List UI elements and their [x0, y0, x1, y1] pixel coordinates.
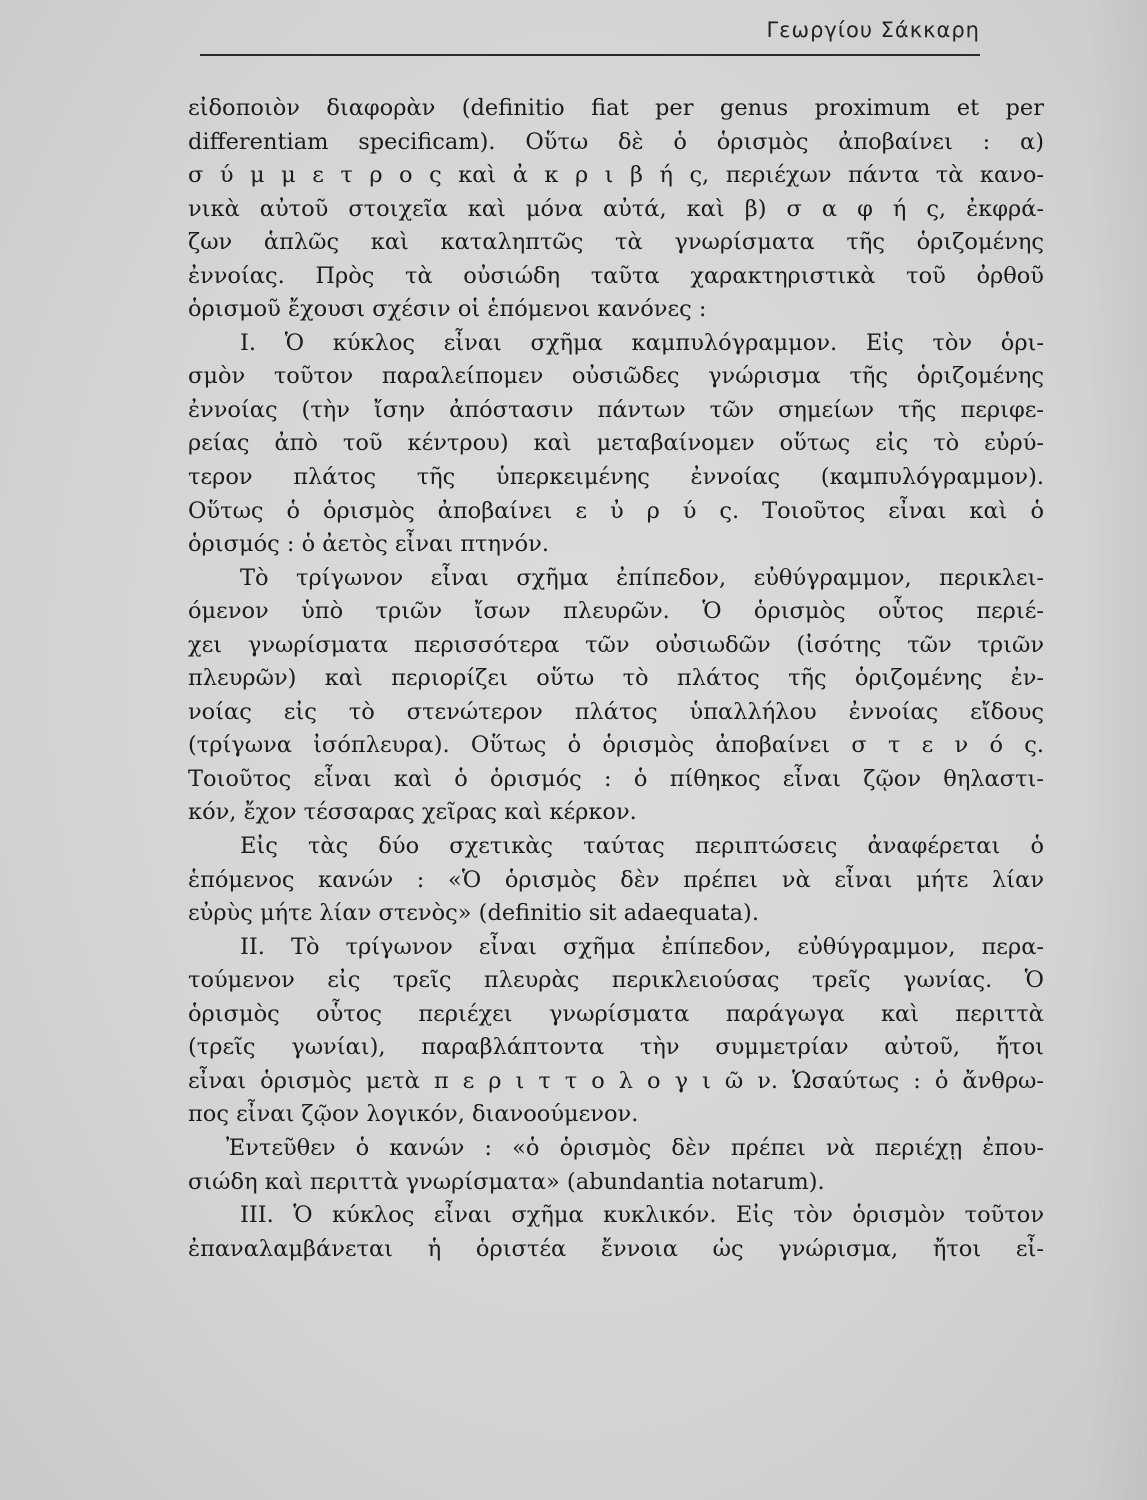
text-line: σμὸν τοῦτον παραλείπομεν οὐσιῶδες γνώρισμα τῆς ὁριζομένης	[188, 363, 1044, 390]
text-line: I. Ὁ κύκλος εἶναι σχῆμα καμπυλόγραμμον. Εἰς τὸν ὁρι-	[240, 329, 1044, 356]
text-line: εὐρὺς μήτε λίαν στενὸς» (definitio sit adaequata).	[188, 900, 759, 927]
text-line: (τρίγωνα ἰσόπλευρα). Οὕτως ὁ ὁρισμὸς ἀποβαίνει σ τ ε ν ό ς.	[188, 732, 1044, 759]
text-line: ζων ἁπλῶς καὶ καταληπτῶς τὰ γνωρίσματα τῆς ὁριζομένης	[188, 229, 1044, 256]
running-head	[200, 18, 980, 58]
text-line: (τρεῖς γωνίαι), παραβλάπτοντα τὴν συμμετρίαν αὐτοῦ, ἤτοι	[188, 1034, 1044, 1061]
page-edge-shadow	[1087, 0, 1147, 1500]
text-line: νικὰ αὐτοῦ στοιχεῖα καὶ μόνα αὐτά, καὶ β) σ α φ ή ς, ἐκφρά-	[188, 195, 1044, 222]
text-line: ἐπαναλαμβάνεται ἡ ὁριστέα ἔννοια ὡς γνώρισμα, ἤτοι εἶ-	[188, 1235, 1044, 1262]
text-line: ἐννοίας (τὴν ἴσην ἀπόστασιν πάντων τῶν σημείων τῆς περιφε-	[188, 396, 1044, 423]
text-line: differentiam specificam). Οὕτω δὲ ὁ ὁρισμὸς ἀποβαίνει : α)	[188, 128, 1044, 155]
text-line: Τοιοῦτος εἶναι καὶ ὁ ὁρισμός : ὁ πίθηκος εἶναι ζῷον θηλαστι-	[188, 765, 1044, 792]
text-line: Τὸ τρίγωνον εἶναι σχῆμα ἐπίπεδον, εὐθύγραμμον, περικλει-	[240, 564, 1044, 591]
text-line: ὁρισμός : ὁ ἀετὸς εἶναι πτηνόν.	[188, 531, 549, 558]
text-line: σ ύ μ μ ε τ ρ ο ς καὶ ἀ κ ρ ι β ή ς, περιέχων πάντα τὰ κανο-	[188, 162, 1044, 189]
text-line: σιώδη καὶ περιττὰ γνωρίσματα» (abundantia notarum).	[188, 1168, 825, 1195]
header-rule	[200, 54, 980, 56]
text-line: κόν, ἔχον τέσσαρας χεῖρας καὶ κέρκον.	[188, 799, 637, 826]
text-line: νοίας εἰς τὸ στενώτερον πλάτος ὑπαλλήλου ἐννοίας εἴδους	[188, 698, 1044, 725]
text-line: Οὕτως ὁ ὁρισμὸς ἀποβαίνει ε ὐ ρ ύ ς. Τοιοῦτος εἶναι καὶ ὁ	[188, 497, 1044, 524]
text-line: ὁρισμοῦ ἔχουσι σχέσιν οἱ ἑπόμενοι κανόνες :	[188, 296, 707, 323]
running-head-title: Γεωργίου Σάκκαρη	[766, 18, 980, 42]
text-line: Εἰς τὰς δύο σχετικὰς ταύτας περιπτώσεις ἀναφέρεται ὁ	[240, 833, 1044, 860]
text-line: χει γνωρίσματα περισσότερα τῶν οὐσιωδῶν (ἰσότης τῶν τριῶν	[188, 631, 1044, 658]
text-line: III. Ὁ κύκλος εἶναι σχῆμα κυκλικόν. Εἰς τὸν ὁρισμὸν τοῦτον	[240, 1202, 1044, 1229]
text-line: ὁρισμὸς οὗτος περιέχει γνωρίσματα παράγωγα καὶ περιττὰ	[188, 1000, 1044, 1027]
text-line: ἐννοίας. Πρὸς τὰ οὐσιώδη ταῦτα χαρακτηριστικὰ τοῦ ὀρθοῦ	[188, 262, 1044, 289]
text-line: II. Τὸ τρίγωνον εἶναι σχῆμα ἐπίπεδον, εὐθύγραμμον, περα-	[240, 933, 1044, 960]
text-line: Ἐντεῦθεν ὁ κανών : «ὁ ὁρισμὸς δὲν πρέπει νὰ περιέχῃ ἐπου-	[226, 1134, 1044, 1161]
text-line: εἶναι ὁρισμὸς μετὰ π ε ρ ι τ τ ο λ ο γ ι ῶ ν. Ὡσαύτως : ὁ ἄνθρω-	[188, 1067, 1044, 1094]
text-line: όμενον ὑπὸ τριῶν ἴσων πλευρῶν. Ὁ ὁρισμὸς οὗτος περιέ-	[188, 598, 1044, 625]
text-line: τούμενον εἰς τρεῖς πλευρὰς περικλειούσας τρεῖς γωνίας. Ὁ	[188, 967, 1044, 994]
body-text	[188, 92, 1044, 1266]
text-line: τερον πλάτος τῆς ὑπερκειμένης ἐννοίας (καμπυλόγραμμον).	[188, 464, 1044, 491]
text-line: πος εἶναι ζῷον λογικόν, διανοούμενον.	[188, 1101, 639, 1128]
text-line: ρείας ἀπὸ τοῦ κέντρου) καὶ μεταβαίνομεν οὕτως εἰς τὸ εὐρύ-	[188, 430, 1044, 457]
text-line: ἑπόμενος κανών : «Ὁ ὁρισμὸς δὲν πρέπει νὰ εἶναι μήτε λίαν	[188, 866, 1044, 893]
text-line: εἰδοποιὸν διαφορὰν (definitio fiat per genus proximum et per	[188, 95, 1044, 121]
text-line: πλευρῶν) καὶ περιορίζει οὕτω τὸ πλάτος τῆς ὁριζομένης ἐν-	[188, 665, 1044, 692]
